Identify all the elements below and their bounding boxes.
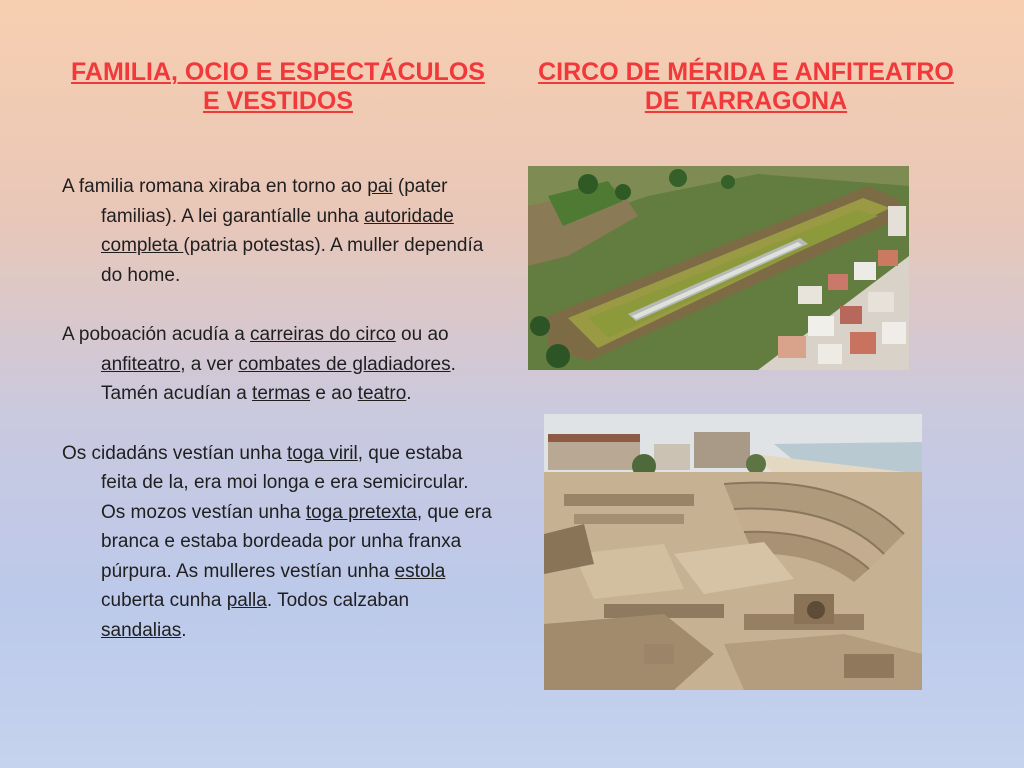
paragraph-text: . (181, 619, 187, 641)
right-title-line1: CIRCO DE MÉRIDA E ANFITEATRO (538, 58, 954, 86)
paragraph-text: . (406, 383, 412, 404)
paragraph-text: (pater familias). A lei garantíalle unha (101, 176, 448, 227)
paragraph-text: (patria potestas). A muller dependía do home. (101, 235, 484, 286)
underlined-term: toga pretexta (305, 501, 417, 523)
right-title-line2: DE TARRAGONA (644, 87, 848, 115)
paragraph-family (62, 172, 492, 290)
paragraph-text: . Tamén acudían a (101, 353, 456, 404)
paragraph-text: . Todos calzaban (266, 590, 410, 611)
circus-merida-photo (528, 166, 909, 370)
amphitheatre-tarragona-photo (544, 414, 922, 690)
paragraph-text: A poboación acudía a (62, 324, 251, 345)
paragraph-text: , a ver (180, 353, 239, 375)
left-title (62, 58, 494, 116)
underlined-term: combates de gladiadores (238, 353, 451, 375)
paragraph-text: e ao (310, 383, 358, 404)
underlined-term: teatro (357, 383, 407, 404)
paragraph-text: , que era branca e estaba bordeada por unha franxa púrpura. As mulleres vestían unha (101, 501, 492, 582)
underlined-term: toga viril (286, 442, 358, 464)
paragraph-text: ou ao (395, 324, 449, 345)
paragraph-leisure (62, 320, 492, 409)
paragraph-text: , que estaba feita de la, era moi longa e era semicircular. Os mozos vestían unha (101, 442, 469, 523)
paragraph-text: cuberta cunha (101, 590, 227, 611)
left-title-line2: E VESTIDOS (202, 87, 354, 115)
underlined-term: sandalias (101, 619, 182, 641)
right-title (520, 58, 972, 116)
underlined-term: termas (252, 383, 311, 404)
paragraph-text: Os cidadáns vestían unha (62, 442, 287, 464)
underlined-term: carreiras do circo (250, 324, 396, 345)
paragraph-clothing (62, 439, 492, 646)
left-title-line1: FAMILIA, OCIO E ESPECTÁCULOS (71, 58, 485, 86)
paragraph-text: A familia romana xiraba en torno ao (62, 176, 368, 197)
body-text-column (62, 172, 492, 675)
underlined-term: pai (367, 176, 393, 197)
underlined-term: palla (226, 590, 267, 611)
underlined-term: autoridade completa (101, 205, 454, 256)
underlined-term: anfiteatro (101, 353, 181, 375)
underlined-term: estola (394, 560, 446, 582)
